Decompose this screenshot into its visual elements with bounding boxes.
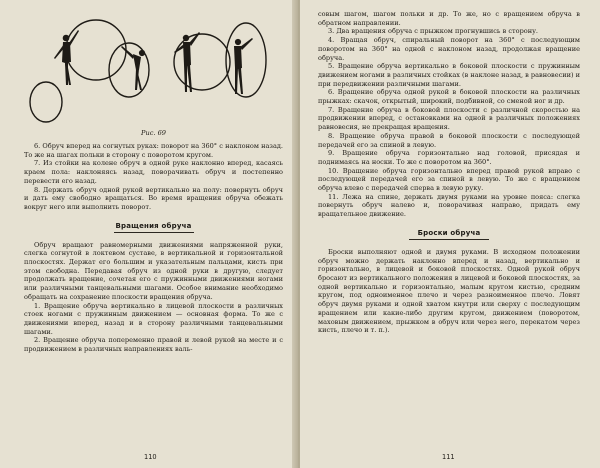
left-page <box>0 0 297 468</box>
paragraph: 8. Вращение обруча правой в боковой плоскости с последующей передачей его за спиной в левую. <box>318 131 580 149</box>
paragraph: 2. Вращение обруча попеременно правой и левой рукой на месте и с продвижением в различных направлениях валь- <box>24 336 283 354</box>
paragraph: 4. Вращая обруч, спиральный поворот на 360° с последующим поворотом на 360° на одной с наклоном назад, продолжая вращение обруча. <box>318 36 580 62</box>
paragraph: 11. Лежа на спине, держать двумя руками на уровне пояса: слегка повернуть обруч налево и, поворачивая направо, придать ему вращательное движение. <box>318 192 580 219</box>
paragraph: 8. Держать обруч одной рукой вертикально на полу: повернуть обруч и дать ему свободно вращаться. Во время вращения обруча обежать вокруг него или выполнить поворот. <box>24 185 283 211</box>
paragraph: Обруч вращают равномерными движениями напряженной руки, слегка согнутой в локтевом суставе, в вертикальной и горизонтальной плоскостях. Держат его большим и указательным пальцами, кисть при этом свободна. Передавая обруч из одной руки в другую, следует продолжать вращение, сочетая его с пружинными движениями ногами или различными танцевальными шагами. Особое внимание необходимо обращать на сохранение плоскости вращения обруча. <box>24 240 283 301</box>
paragraph: совым шагом, шагом польки и др. То же, но с вращением обруча в обратном направлении. <box>318 10 580 27</box>
paragraph: 1. Вращение обруча вертикально в лицевой плоскости в различных стоек ногами с пружинным движением — основная форма. То же с движениями вперед, назад и в сторону различными танцевальными шагами. <box>24 301 283 336</box>
section-title: Вращения обруча <box>115 221 192 230</box>
right-page <box>300 0 600 468</box>
paragraph: 10. Вращение обруча горизонтально вперед правой рукой вправо с последующей передачей его за спиной в левую. То же с вращением обруча влево с передачей сперва в левую руку. <box>318 166 580 193</box>
gymnast-hoop-illustration <box>24 10 274 128</box>
paragraph: 7. Из стойки на колене обруч в одной руке наклонно вперед, касаясь краем пола: наклоняясь назад, поворачивать обруч и постепенно перевести его назад. <box>24 159 283 185</box>
heading-underline <box>409 239 489 240</box>
section-heading <box>24 222 283 233</box>
section-title: Броски обруча <box>417 228 481 237</box>
section-heading <box>318 229 580 240</box>
paragraph: 6. Обруч вперед на согнутых руках: поворот на 360° с наклоном назад. То же на шагах польки в сторону с поворотом кругом. <box>24 142 283 159</box>
paragraph: 6. Вращение обруча одной рукой в боковой плоскости на различных прыжках: скачок, открытый, широкий, подбивной, со сменой ног и др. <box>318 88 580 106</box>
heading-underline <box>114 232 194 233</box>
paragraph: 3. Два вращения обруча с прыжком прогнувшись в сторону. <box>328 27 538 36</box>
page-number: 111 <box>442 453 455 461</box>
figure-illustration <box>24 10 283 128</box>
paragraph: Броски выполняют одной и двумя руками. В исходном положении обруч можно держать наклонно вперед и назад, вертикально и горизонтально, в лицевой и боковой плоскостях. Одной рукой обруч бросают из вертикального положения в лицевой и боковой плоскостях, за одной вертикально и горизонтально, малым кругом кистью, средним кругом, под одноименное плечо и через разноименное плечо. Ловят обруч двумя руками и одной хватом кнутри или сверху с последующим вращением или какие-либо другим кругом, движением (поворотом, маховым движением, прыжком в обруч или через него, перекатом через кисть, плечо и т. п.). <box>318 247 580 335</box>
paragraph: 7. Вращение обруча в боковой плоскости с различной скоростью на продвижении вперед, с остановками на одной в различных положениях равновесия, не прекращая вращения. <box>318 105 580 132</box>
figure-caption: Рис. 69 <box>141 129 166 137</box>
paragraph: 5. Вращение обруча вертикально в боковой плоскости с пружинным движением ногами в различных стойках (в наклоне назад, в равновесии) и при передвижении различными шагами. <box>318 62 580 88</box>
page-number: 110 <box>144 453 157 461</box>
paragraph: 9. Вращение обруча горизонтально над головой, присядая и поднимаясь на носки. То же с поворотом на 360°. <box>318 149 580 166</box>
